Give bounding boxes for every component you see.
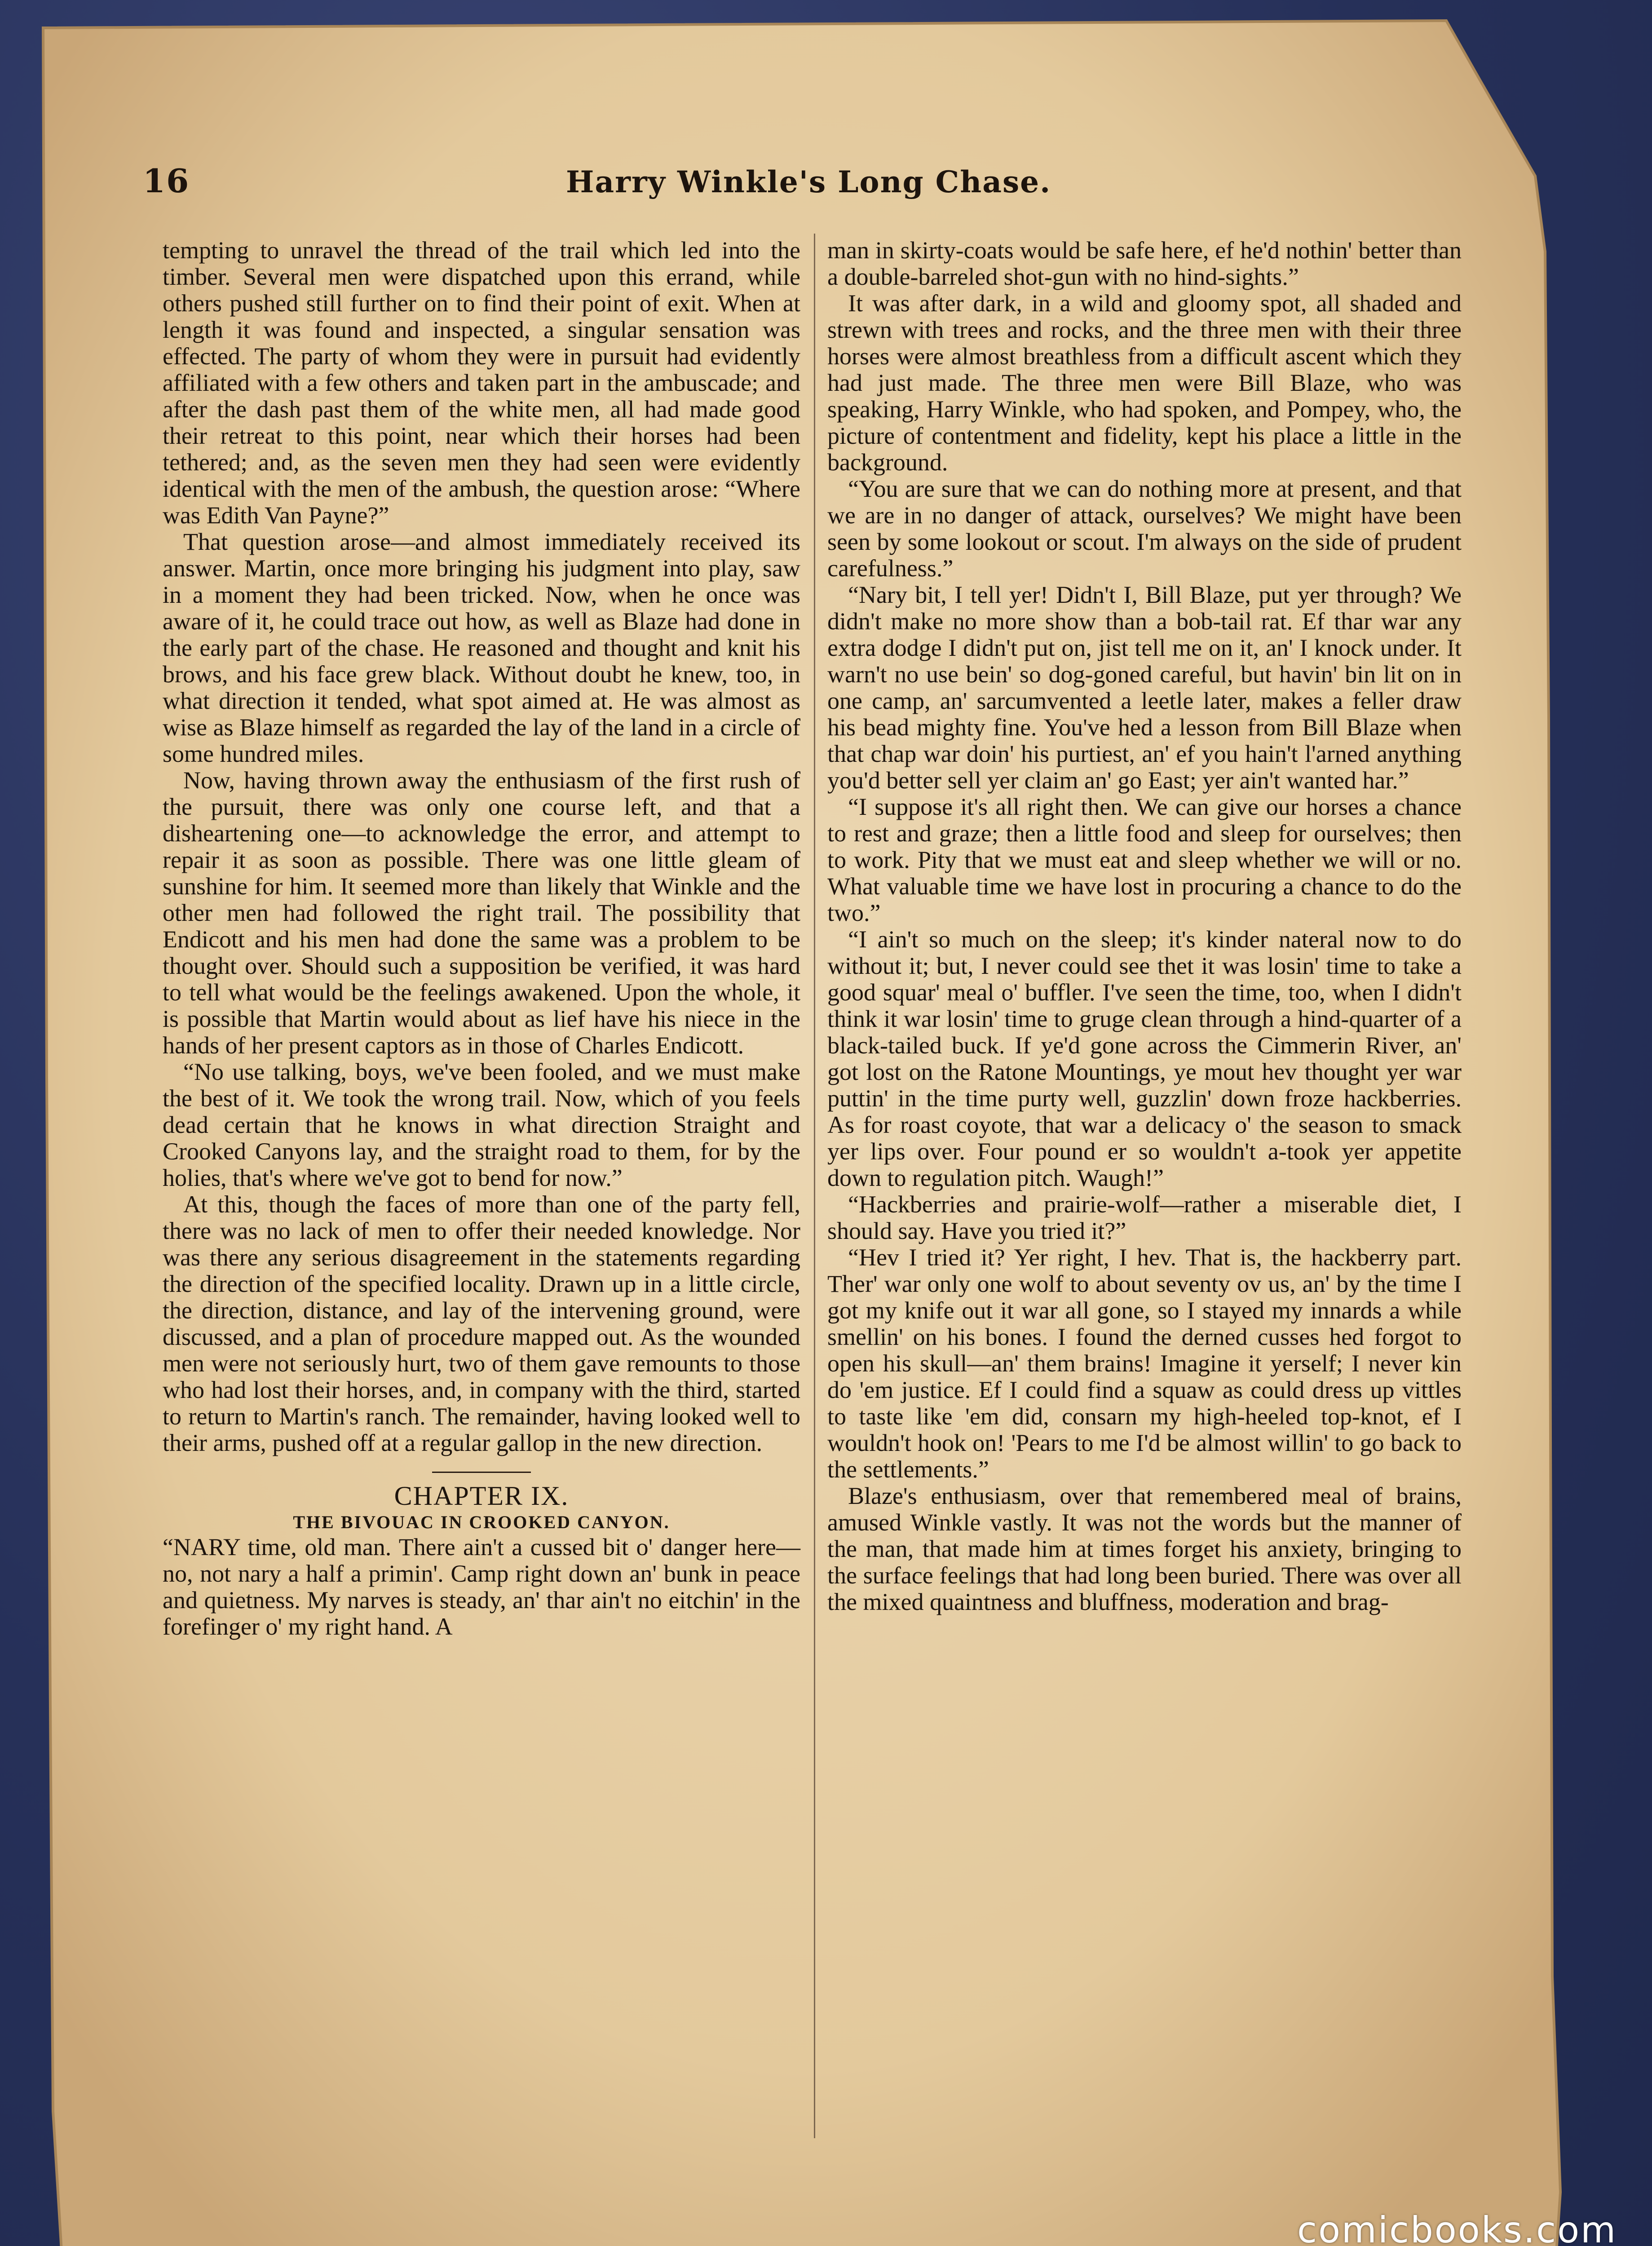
paragraph: “Hackberries and prairie-wolf—rather a miserable diet, I should say. Have you tried it?” (827, 1191, 1462, 1244)
column-divider (814, 234, 815, 2138)
paragraph: “I ain't so much on the sleep; it's kinder nateral now to do without it; but, I never could see thet it was losin' time to take a good squar' meal o' buffler. I've seen the time, too, when I didn't think it war losin' time to gruge clean through a hind-quarter of a black-tailed buck. If ye'd gone across the Cimmerin River, an' got lost on the Ratone Mountings, ye mout hev thought yer war puttin' in the time purty well, guzzlin' down froze hackberries. As for roast coyote, that war a delicacy o' the season to smack yer lips over. Four pound er so wouldn't a-took yer appetite down to regulation pitch. Waugh!” (827, 926, 1462, 1191)
paragraph: It was after dark, in a wild and gloomy spot, all shaded and strewn with trees and rocks, and the three men with their three horses were almost breathless from a difficult ascent which they had just made. The three men were Bill Blaze, who was speaking, Harry Winkle, who had spoken, and Pompey, who, the picture of contentment and fidelity, kept his place a little in the background. (827, 290, 1462, 476)
right-column (827, 237, 1462, 1615)
paragraph: man in skirty-coats would be safe here, ef he'd nothin' better than a double-barreled shot-gun with no hind-sights.” (827, 237, 1462, 290)
paragraph: “Nary bit, I tell yer! Didn't I, Bill Blaze, put yer through? We didn't make no more show than a bob-tail rat. Ef thar war any extra dodge I didn't put on, jist tell me on it, an' I knock under. It warn't no use bein' so dog-goned careful, but havin' bin lit on in one camp, an' sarcumvented a leetle later, makes a feller draw his bead mighty fine. You've hed a lesson from Bill Blaze when that chap war doin' his purtiest, an' ef you hain't l'arned anything you'd better sell yer claim an' go East; yer ain't wanted har.” (827, 581, 1462, 794)
left-column (163, 237, 800, 1640)
paragraph: “Hev I tried it? Yer right, I hev. That is, the hackberry part. Ther' war only one wolf to about seventy ov us, an' by the time I got my knife out it war all gone, so I stayed my innards a while smellin' on his bones. I found the derned cusses hed forgot to open his skull—an' them brains! Imagine it yerself; I never kin do 'em justice. Ef I could find a squaw as could dress up vittles to taste like 'em did, consarn my high-heeled top-knot, ef I wouldn't hook on! 'Pears to me I'd be almost willin' to go back to the settlements.” (827, 1244, 1462, 1483)
chapter-title: CHAPTER IX. (394, 1481, 569, 1511)
chapter-divider (432, 1472, 531, 1473)
paragraph: “You are sure that we can do nothing more at present, and that we are in no danger of attack, ourselves? We might have been seen by some lookout or scout. I'm always on the side of prudent carefulness.” (827, 475, 1462, 582)
page-number: 16 (143, 162, 190, 200)
paragraph: At this, though the faces of more than one of the party fell, there was no lack of men to offer their needed knowledge. Nor was there any serious disagreement in the statements regarding the direction of the specified locality. Drawn up in a little circle, the direction, distance, and lay of the intervening ground, were discussed, and a plan of procedure mapped out. As the wounded men were not seriously hurt, two of them gave remounts to those who had lost their horses, and, in company with the third, started to return to Martin's ranch. The remainder, having looked well to their arms, pushed off at a regular gallop in the new direction. (163, 1191, 800, 1456)
running-title: Harry Winkle's Long Chase. (566, 164, 1051, 199)
paragraph: Blaze's enthusiasm, over that remembered meal of brains, amused Winkle vastly. It was not the words but the manner of the man, that made him at times forget his anxiety, bringing to the surface feelings that had long been buried. There was over all the mixed quaintness and bluffness, moderation and brag- (827, 1482, 1462, 1615)
paragraph: “I suppose it's all right then. We can give our horses a chance to rest and graze; then a little food and sleep for ourselves; then to work. Pity that we must eat and sleep whether we will or no. What valuable time we have lost in procuring a chance to do the two.” (827, 793, 1462, 926)
paragraph: “NARY time, old man. There ain't a cussed bit o' danger here—no, not nary a half a primin'. Camp right down an' bunk in peace and quietness. My narves is steady, an' thar ain't no eitchin' in the forefinger o' my right hand. A (163, 1534, 800, 1640)
watermark: comicbooks.com (1297, 2209, 1617, 2246)
paragraph: “No use talking, boys, we've been fooled, and we must make the best of it. We took the wrong trail. Now, which of you feels dead certain that he knows in what direction Straight and Crooked Canyons lay, and the straight road to them, for by the holies, that's where we've got to bend for now.” (163, 1058, 800, 1191)
paragraph: That question arose—and almost immediately received its answer. Martin, once more bringing his judgment into play, saw in a moment they had been tricked. Now, when he once was aware of it, he could trace out how, as well as Blaze had done in the early part of the chase. He reasoned and thought and knit his brows, and his face grew black. Without doubt he knew, too, in what direction it tended, what spot aimed at. He was almost as wise as Blaze himself as regarded the lay of the land in a circle of some hundred miles. (163, 528, 800, 767)
chapter-subtitle: THE BIVOUAC IN CROOKED CANYON. (293, 1512, 670, 1532)
paragraph: Now, having thrown away the enthusiasm of the first rush of the pursuit, there was only one course left, and that a disheartening one—to acknowledge the error, and attempt to repair it as soon as possible. There was one little gleam of sunshine for him. It seemed more than likely that Winkle and the other men had followed the right trail. The possibility that Endicott and his men had done the same was a problem to be thought over. Should such a supposition be verified, it was hard to tell what would be the feelings awakened. Upon the whole, it is possible that Martin would about as lief have his niece in the hands of her present captors as in those of Charles Endicott. (163, 767, 800, 1059)
paragraph: tempting to unravel the thread of the trail which led into the timber. Several men were dispatched upon this errand, while others pushed still further on to find their point of exit. When at length it was found and inspected, a singular sensation was effected. The party of whom they were in pursuit had evidently affiliated with a few others and taken part in the ambuscade; and after the dash past them of the white men, all had made good their retreat to this point, near which their horses had been tethered; and, as the seven men they had seen were evidently identical with the men of the ambush, the question arose: “Where was Edith Van Payne?” (163, 237, 800, 529)
